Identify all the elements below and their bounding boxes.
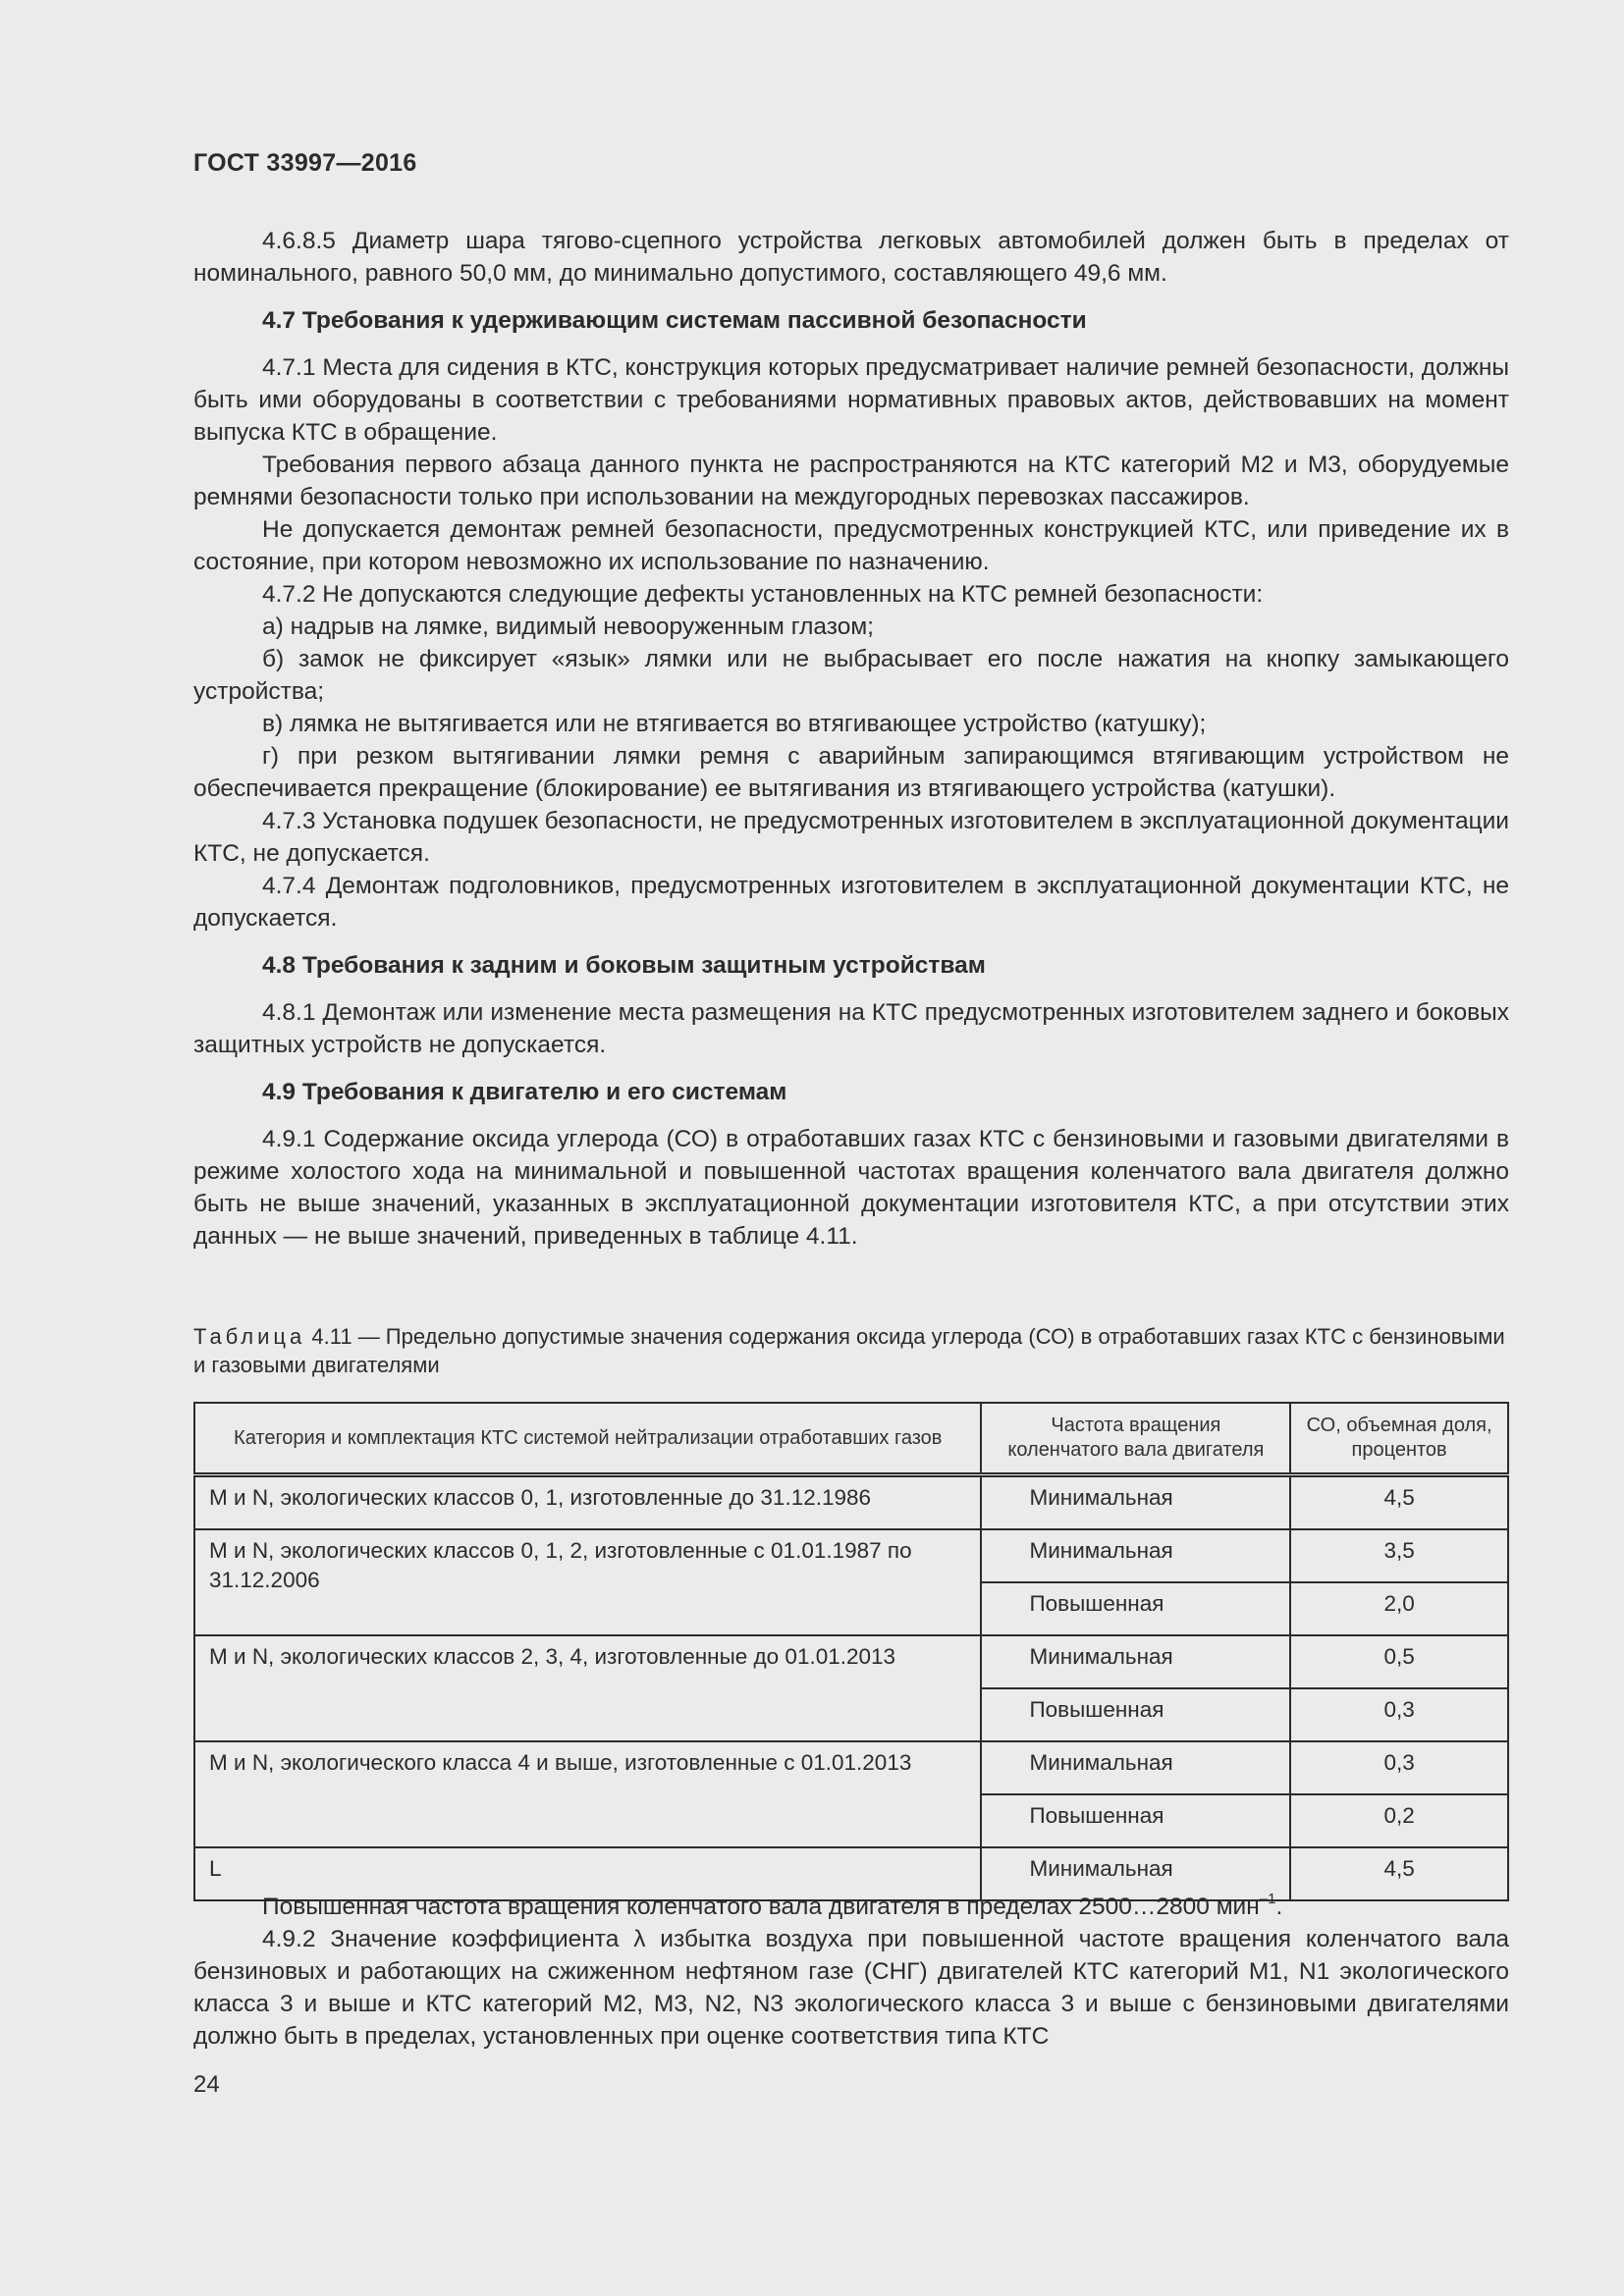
table-caption-text: 4.11 — Предельно допустимые значения содержания оксида углерода (СО) в отработавших газах КТС с бензиновыми и газовыми двигателями [193, 1324, 1505, 1377]
paragraph-4-7-1-c: Не допускается демонтаж ремней безопасности, предусмотренных конструкцией КТС, или приведение их в состояние, при котором невозможно их использование по назначению. [193, 516, 1509, 575]
section-heading-4-7: 4.7 Требования к удерживающим системам пассивной безопасности [262, 307, 1087, 334]
frequency-cell: Минимальная [981, 1741, 1290, 1794]
category-cell: М и N, экологических классов 0, 1, изготовленные до 31.12.1986 [194, 1475, 981, 1530]
paragraph-4-7-4: 4.7.4 Демонтаж подголовников, предусмотренных изготовителем в эксплуатационной документации КТС, не допускается. [193, 873, 1509, 932]
table-row [194, 1741, 1508, 1794]
table-note [193, 1891, 1509, 1923]
table-row [194, 1475, 1508, 1530]
table-caption [193, 1322, 1509, 1379]
section-heading-4-8: 4.8 Требования к задним и боковым защитным устройствам [262, 952, 986, 979]
co-value-cell: 0,5 [1290, 1635, 1508, 1688]
frequency-cell: Минимальная [981, 1475, 1290, 1530]
co-value-cell: 0,2 [1290, 1794, 1508, 1847]
frequency-cell: Повышенная [981, 1794, 1290, 1847]
list-item-g: г) при резком вытягивании лямки ремня с аварийным запирающимся втягивающим устройством не обеспечивается прекращение (блокирование) ее вытягивания из втягивающего устройства (катушки). [193, 743, 1509, 802]
category-cell: М и N, экологических классов 0, 1, 2, изготовленные с 01.01.1987 по 31.12.2006 [194, 1529, 981, 1635]
paragraph-4-6-8-5: 4.6.8.5 Диаметр шара тягово-сцепного устройства легковых автомобилей должен быть в пределах от номинального, равного 50,0 мм, до минимально допустимого, составляющего 49,6 мм. [193, 228, 1509, 287]
category-cell: М и N, экологических классов 2, 3, 4, изготовленные до 01.01.2013 [194, 1635, 981, 1741]
frequency-cell: Повышенная [981, 1688, 1290, 1741]
frequency-cell: Минимальная [981, 1529, 1290, 1582]
frequency-cell: Минимальная [981, 1847, 1290, 1900]
list-item-v: в) лямка не вытягивается или не втягивается во втягивающее устройство (катушку); [262, 711, 1207, 737]
header-category: Категория и комплектация КТС системой нейтрализации отработавших газов [194, 1403, 981, 1475]
table-note-text: Повышенная частота вращения коленчатого вала двигателя в пределах 2500…2800 мин [262, 1894, 1260, 1920]
table-caption-label: Таблица [193, 1324, 306, 1349]
paragraph-4-7-1: 4.7.1 Места для сидения в КТС, конструкция которых предусматривает наличие ремней безопасности, должны быть ими оборудованы в соответствии с требованиями нормативных правовых актов, действовавших на момент выпуска КТС в обращение. [193, 354, 1509, 446]
page-number: 24 [193, 2071, 220, 2098]
co-value-cell: 0,3 [1290, 1688, 1508, 1741]
co-value-cell: 4,5 [1290, 1475, 1508, 1530]
co-value-cell: 3,5 [1290, 1529, 1508, 1582]
section-heading-4-9: 4.9 Требования к двигателю и его системам [262, 1079, 787, 1105]
co-value-cell: 0,3 [1290, 1741, 1508, 1794]
text-block-top [193, 225, 1509, 1253]
category-cell: L [194, 1847, 981, 1900]
category-cell: М и N, экологического класса 4 и выше, изготовленные с 01.01.2013 [194, 1741, 981, 1847]
list-item-a: а) надрыв на лямке, видимый невооруженным глазом; [262, 614, 874, 640]
frequency-cell: Повышенная [981, 1582, 1290, 1635]
paragraph-4-9-2: 4.9.2 Значение коэффициента λ избытка воздуха при повышенной частоте вращения коленчатого вала бензиновых и работающих на сжиженном нефтяном газе (СНГ) двигателей КТС категорий М1, N1 экологического класса 3 и выше и КТС категорий М2, М3, N2, N3 экологического класса 3 и выше с бензиновыми двигателями должно быть в пределах, установленных при оценке соответствия типа КТС [193, 1926, 1509, 2050]
table-row [194, 1529, 1508, 1582]
frequency-cell: Минимальная [981, 1635, 1290, 1688]
co-limits-table [193, 1402, 1509, 1901]
paragraph-4-7-3: 4.7.3 Установка подушек безопасности, не предусмотренных изготовителем в эксплуатационной документации КТС, не допускается. [193, 808, 1509, 867]
table-note-end: . [1275, 1894, 1283, 1920]
header-frequency: Частота вращения коленчатого вала двигателя [981, 1403, 1290, 1475]
paragraph-4-7-2: 4.7.2 Не допускаются следующие дефекты установленных на КТС ремней безопасности: [262, 581, 1264, 608]
header-co: СО, объемная доля, процентов [1290, 1403, 1508, 1475]
table-note-sup: –1 [1259, 1891, 1276, 1907]
paragraph-4-9-1: 4.9.1 Содержание оксида углерода (СО) в отработавших газах КТС с бензиновыми и газовыми двигателями в режиме холостого хода на минимальной и повышенной частотах вращения коленчатого вала двигателя должно быть не выше значений, указанных в эксплуатационной документации изготовителя КТС, а при отсутствии этих данных — не выше значений, приведенных в таблице 4.11. [193, 1126, 1509, 1250]
document-header: ГОСТ 33997—2016 [193, 149, 417, 177]
table-row [194, 1635, 1508, 1688]
co-value-cell: 2,0 [1290, 1582, 1508, 1635]
text-block-bottom [193, 1891, 1509, 2053]
paragraph-4-8-1: 4.8.1 Демонтаж или изменение места размещения на КТС предусмотренных изготовителем заднего и боковых защитных устройств не допускается. [193, 999, 1509, 1058]
list-item-b: б) замок не фиксирует «язык» лямки или не выбрасывает его после нажатия на кнопку замыкающего устройства; [193, 646, 1509, 705]
table-header-row [194, 1403, 1508, 1475]
paragraph-4-7-1-b: Требования первого абзаца данного пункта не распространяются на КТС категорий М2 и М3, оборудуемые ремнями безопасности только при использовании на междугородных перевозках пассажиров. [193, 452, 1509, 510]
co-value-cell: 4,5 [1290, 1847, 1508, 1900]
